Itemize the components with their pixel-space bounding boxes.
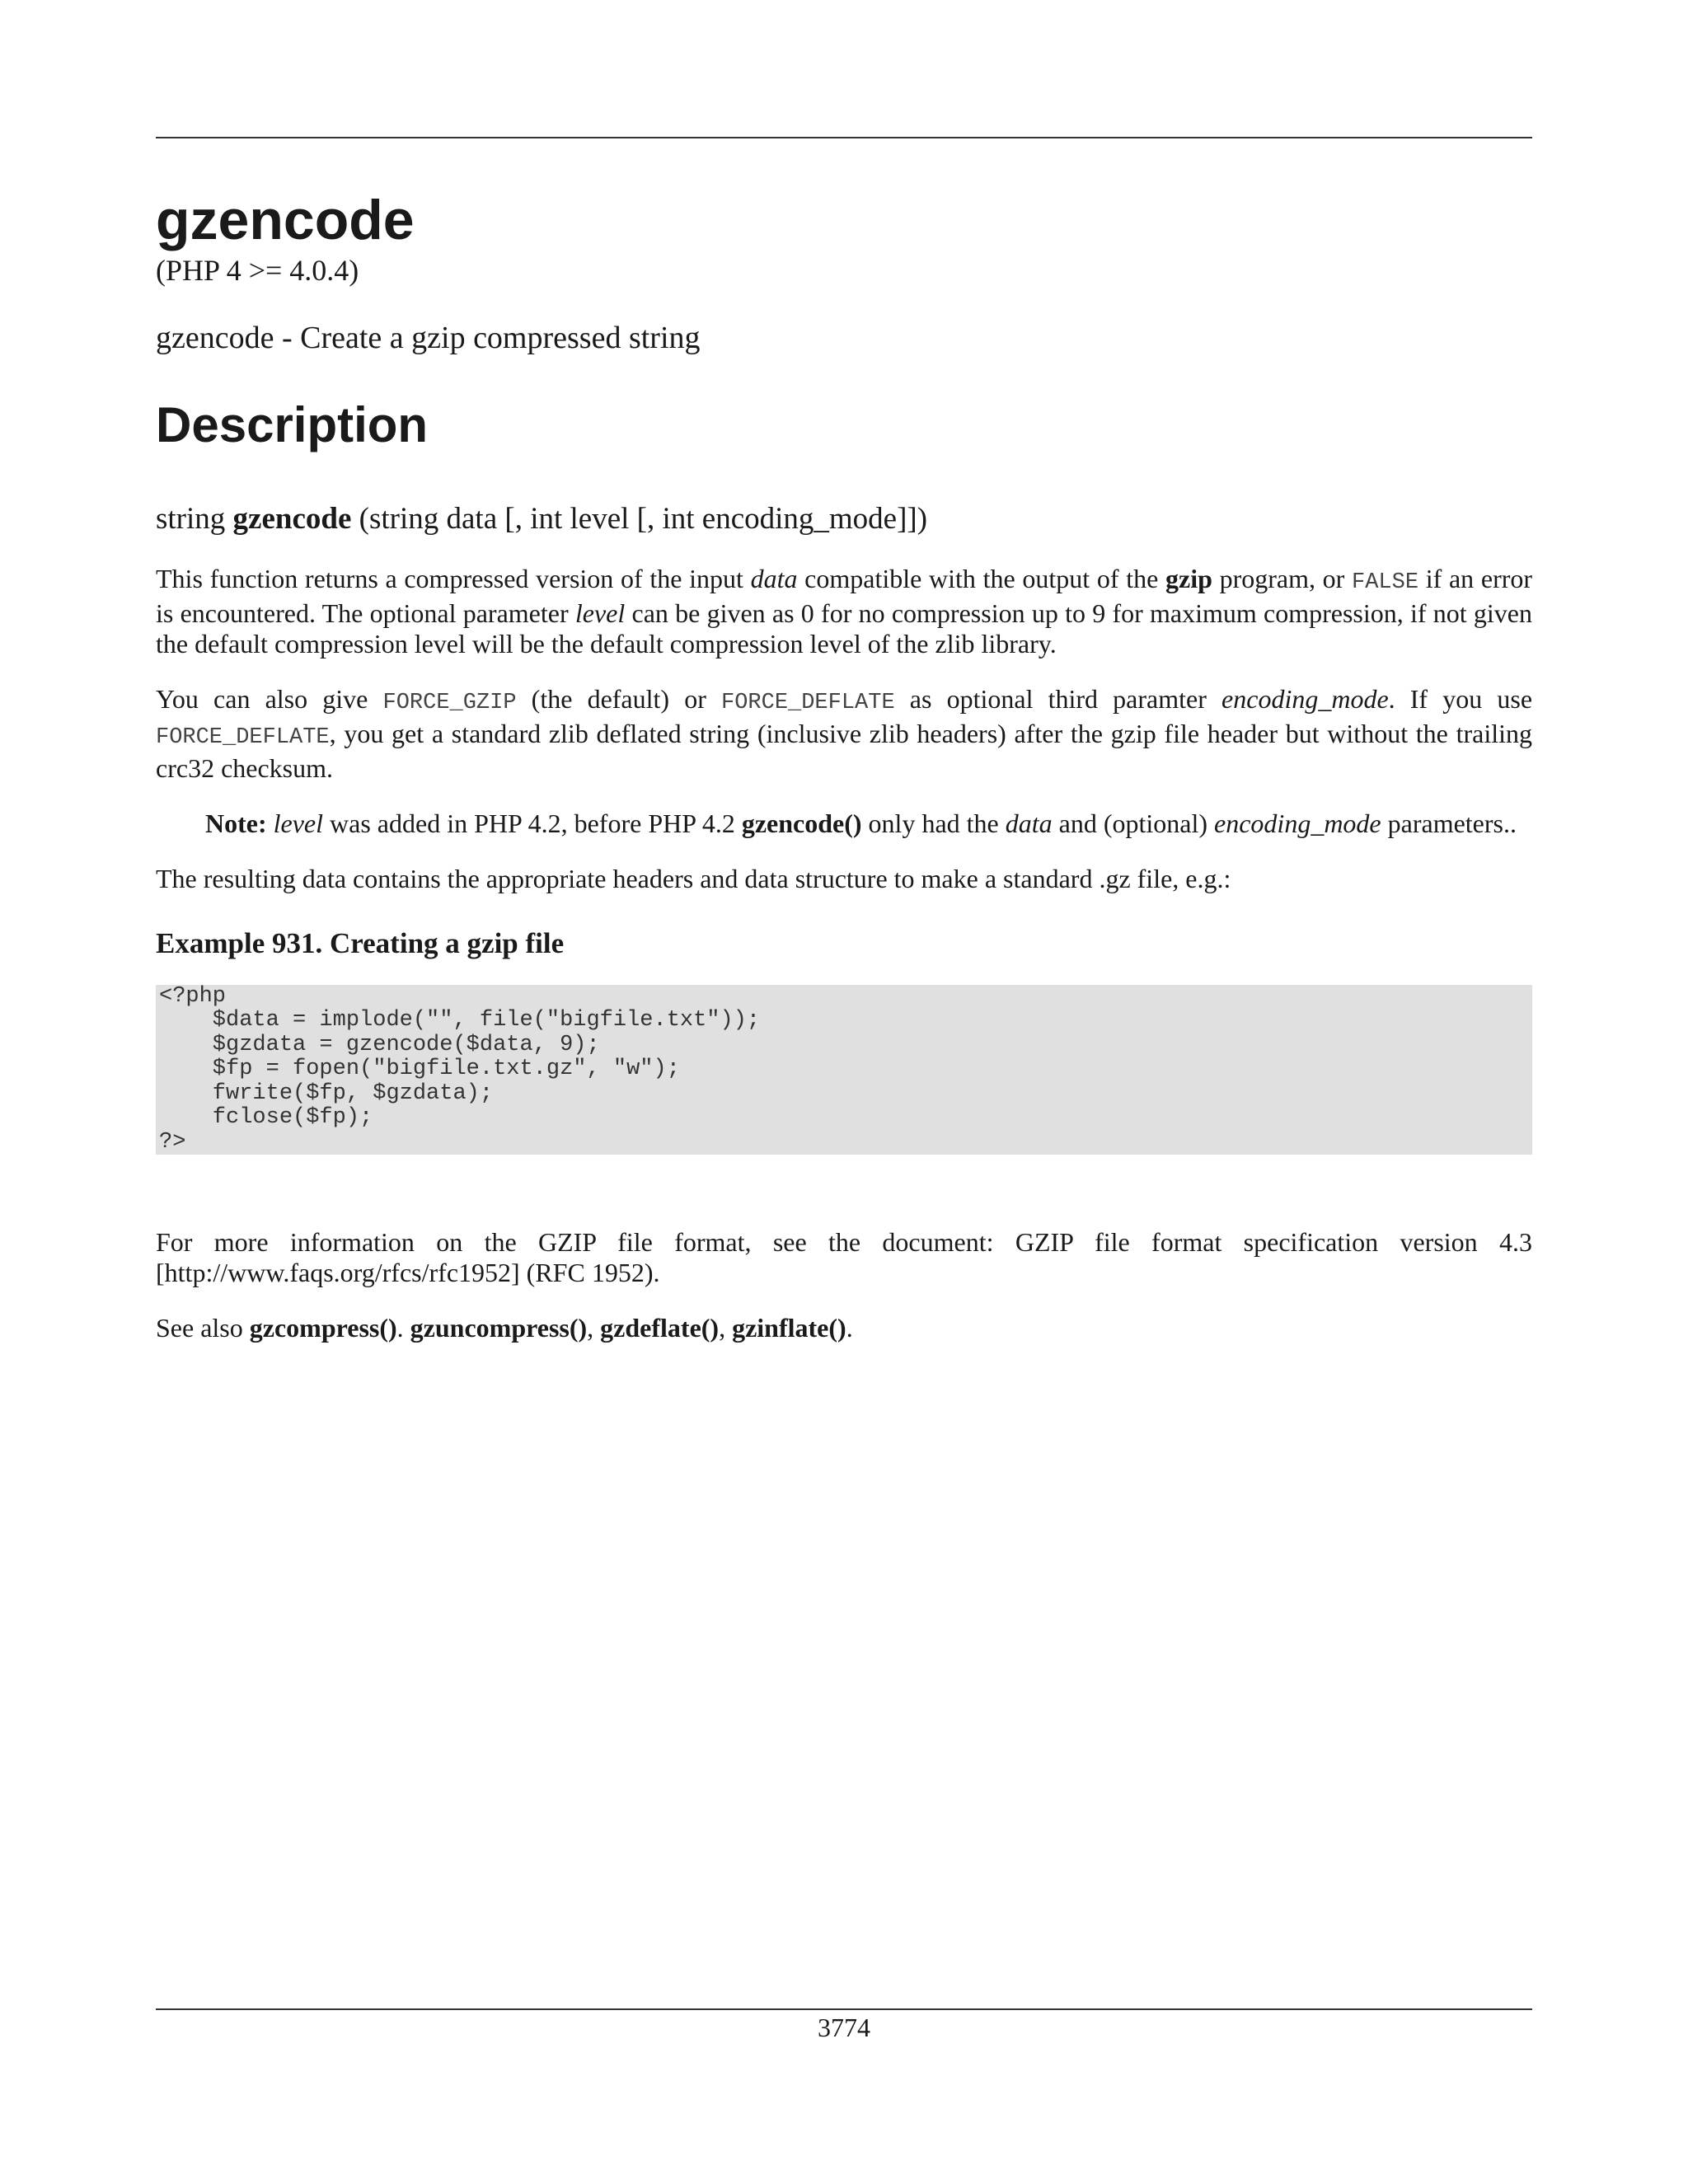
header-rule <box>156 137 1532 138</box>
text-run: . <box>846 1313 853 1343</box>
text-run: and (optional) <box>1052 808 1215 838</box>
param-data: data <box>1005 808 1053 838</box>
text-run: parameters.. <box>1381 808 1517 838</box>
function-link-gzinflate[interactable]: gzinflate() <box>732 1313 846 1343</box>
version-info: (PHP 4 >= 4.0.4) <box>156 254 359 287</box>
text-run: You can also give <box>156 683 383 714</box>
paragraph-encoding-mode <box>156 684 1532 784</box>
text-run: , <box>719 1313 733 1343</box>
section-title-description: Description <box>156 396 429 452</box>
function-title: gzencode <box>156 189 415 251</box>
param-encoding-mode: encoding_mode <box>1214 808 1381 838</box>
function-ref-gzencode: gzencode() <box>741 808 862 838</box>
page-content <box>156 185 1532 1343</box>
param-level: level <box>574 598 626 628</box>
paragraph-resulting-data: The resulting data contains the appropriate headers and data structure to make a standard .gz file, e.g.: <box>156 863 1231 893</box>
param-encoding-mode: encoding_mode <box>1221 683 1389 714</box>
constant-force-deflate: FORCE_DEFLATE <box>156 724 330 750</box>
text-run: , <box>587 1313 601 1343</box>
note-label: Note: <box>205 808 267 838</box>
page-number: 3774 <box>818 2013 870 2042</box>
synopsis-return-type: string <box>156 501 226 536</box>
text-run: . If you use <box>1388 683 1533 714</box>
synopsis-params: (string data [, int level [, int encoding_mode]]) <box>359 501 928 536</box>
function-synopsis <box>156 499 1532 539</box>
refname-purpose: gzencode - Create a gzip compressed string <box>156 321 701 356</box>
text-run: was added in PHP 4.2, before PHP 4.2 <box>323 808 742 838</box>
text-run: . <box>396 1313 410 1343</box>
text-run: See also <box>156 1313 250 1343</box>
constant-force-deflate: FORCE_DEFLATE <box>721 690 895 715</box>
text-run: if an error is encountered. The optional parameter <box>156 563 1533 628</box>
constant-false: FALSE <box>1352 569 1419 595</box>
note-block <box>205 808 1532 839</box>
function-link-gzuncompress[interactable]: gzuncompress() <box>410 1313 588 1343</box>
code-listing: <?php $data = implode("", file("bigfile.txt")); $gzdata = gzencode($data, 9); $fp = fopen("bigfile.txt.gz", "w"); fwrite($fp, $gzdata); fclose($fp); ?> <box>159 983 761 1155</box>
synopsis-function-name: gzencode <box>232 501 352 536</box>
text-run: (the default) or <box>516 683 722 714</box>
function-link-gzdeflate[interactable]: gzdeflate() <box>600 1313 720 1343</box>
text-run: compatible with the output of the <box>797 563 1165 593</box>
paragraph-return-value <box>156 564 1532 659</box>
text-run: only had the <box>861 808 1006 838</box>
text-run: This function returns a compressed version of the input <box>156 563 751 593</box>
constant-force-gzip: FORCE_GZIP <box>382 690 517 715</box>
text-run: as optional third paramter <box>894 683 1222 714</box>
param-level: level <box>273 808 324 838</box>
example-title: Example 931. Creating a gzip file <box>156 926 565 959</box>
function-link-gzcompress[interactable]: gzcompress() <box>249 1313 397 1343</box>
document-page <box>156 0 1532 2184</box>
text-run: can be given as 0 for no compression up to 9 for maximum compression, if not given the default compression level will be the default compression level of the zlib library. <box>156 598 1533 658</box>
code-example <box>156 985 1532 1155</box>
text-run: program, or <box>1212 563 1353 593</box>
program-gzip: gzip <box>1165 563 1212 593</box>
spacer <box>156 1155 1532 1202</box>
footer-rule <box>156 2008 1532 2010</box>
paragraph-gzip-format: For more information on the GZIP file format, see the document: GZIP file format specification version 4.3 [http://www.faqs.org/rfcs/rfc1952] (RFC 1952). <box>156 1227 1532 1288</box>
see-also <box>156 1313 1532 1343</box>
text-run: , you get a standard zlib deflated string (inclusive zlib headers) after the gzip file header but without the trailing crc32 checksum. <box>156 718 1532 783</box>
param-data: data <box>750 563 798 593</box>
